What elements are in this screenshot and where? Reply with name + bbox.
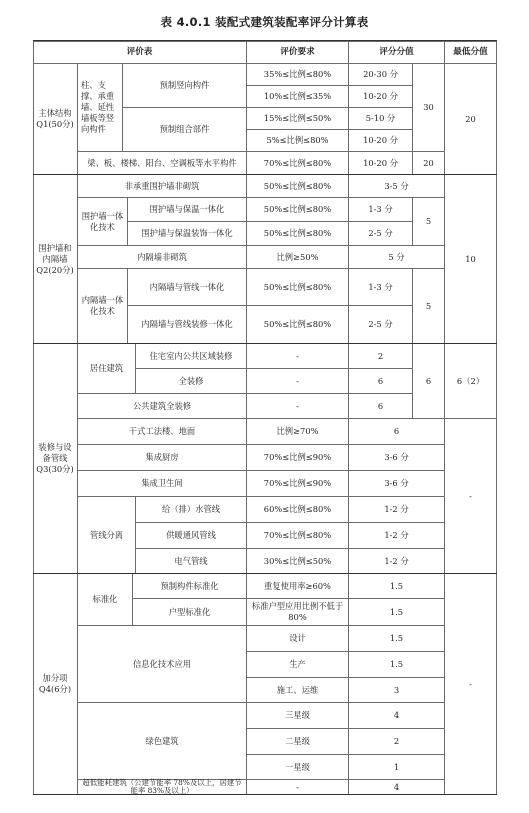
q4-info-req-1: 设计 [247, 626, 349, 652]
table-title: 表 4.0.1 装配式建筑装配率评分计算表 [160, 15, 369, 29]
q2-inner-group: 内隔墙一体化技术 [78, 269, 128, 344]
q2-wall-total: 5 [413, 198, 445, 246]
q3-pipe-req-2: 70%≤比例≤80% [247, 523, 349, 549]
q4-green-req-3: 一星级 [247, 755, 349, 780]
q4-std-item-1: 预制构件标准化 [133, 574, 247, 599]
q1-horizontal-item: 梁、板、楼梯、阳台、空调板等水平构件 [78, 152, 247, 175]
q2-inner-total: 5 [413, 269, 445, 344]
q3-res-score-1: 2 [349, 344, 413, 369]
q3-pipe-score-2: 1-2 分 [349, 523, 445, 549]
q2-inner-req-2: 50%≤比例≤80% [247, 306, 349, 344]
q2-wall-req-1: 50%≤比例≤80% [247, 198, 349, 222]
q3-kitchen-score: 3-6 分 [349, 445, 445, 471]
section-divider [33, 343, 497, 344]
q4-std-req-2: 标准户型应用比例不低于 80% [247, 599, 349, 626]
section-divider [33, 40, 497, 41]
q4-info-req-3: 施工、运维 [247, 678, 349, 703]
q4-low-energy-item: 超低能耗建筑（公建节能率 78%及以上，居建节能率 83%及以上） [78, 780, 247, 795]
q1-req-2: 10%≤比例≤35% [247, 86, 349, 108]
q3-res-item-1: 住宅室内公共区域装修 [136, 344, 247, 369]
q2-wall-score-1: 1-3 分 [349, 198, 413, 222]
q1-score-2: 10-20 分 [349, 86, 413, 108]
q1-vertical-total: 30 [413, 64, 445, 152]
q3-pipe-group: 管线分离 [78, 497, 136, 574]
q3-bath-score: 3-6 分 [349, 471, 445, 497]
q3-pipe-req-3: 30%≤比例≤50% [247, 549, 349, 574]
q2-category: 围护墙和内隔墙 Q2(20分) [33, 175, 78, 344]
q3-dry-item: 干式工法楼、地面 [78, 419, 247, 445]
q1-min-score: 20 [445, 64, 497, 175]
q4-info-score-3: 3 [349, 678, 445, 703]
q3-kitchen-item: 集成厨房 [78, 445, 247, 471]
q3-pipe-score-1: 1-2 分 [349, 497, 445, 523]
q2-inner-req-1: 50%≤比例≤80% [247, 269, 349, 306]
q3-pipe-req-1: 60%≤比例≤80% [247, 497, 349, 523]
q1-horizontal-req: 70%≤比例≤80% [247, 152, 349, 175]
q3-res-req-1: - [247, 344, 349, 369]
q2-inner-score-2: 2-5 分 [349, 306, 413, 344]
q1-item-precast-vertical: 预制竖向构件 [123, 64, 247, 108]
section-divider [33, 794, 497, 795]
q4-info-score-1: 1.5 [349, 626, 445, 652]
q4-info-item: 信息化技术应用 [78, 626, 247, 703]
q2-wall-group: 围护墙一体化技术 [78, 198, 128, 246]
q2-inner-score: 5 分 [349, 246, 445, 269]
header-cell-score: 评分分值 [349, 41, 445, 64]
q3-res-req-2: - [247, 369, 349, 394]
header-cell-evaluation: 评价表 [33, 41, 247, 64]
q1-item-precast-composite: 预制组合部件 [123, 108, 247, 152]
section-divider [33, 573, 497, 574]
q3-bath-item: 集成卫生间 [78, 471, 247, 497]
q3-pipe-item-1: 给（排）水管线 [136, 497, 247, 523]
q3-bath-req: 70%≤比例≤90% [247, 471, 349, 497]
q3-pipe-item-2: 供暖通风管线 [136, 523, 247, 549]
q2-wall-score-2: 2-5 分 [349, 222, 413, 246]
q2-wall-item-1: 围护墙与保温一体化 [128, 198, 247, 222]
q1-req-1: 35%≤比例≤80% [247, 64, 349, 86]
q3-public-item: 公共建筑全装修 [78, 394, 247, 419]
q2-wall-req-2: 50%≤比例≤80% [247, 222, 349, 246]
q1-score-4: 10-20 分 [349, 130, 413, 152]
q4-green-score-2: 2 [349, 729, 445, 755]
q1-horizontal-total: 20 [413, 152, 445, 175]
q3-pipe-score-3: 1-2 分 [349, 549, 445, 574]
q2-nonload-req: 50%≤比例≤80% [247, 175, 349, 198]
q2-inner-score-1: 1-3 分 [349, 269, 413, 306]
score-table [33, 41, 497, 795]
q1-category: 主体结构 Q1(50分) [33, 64, 78, 175]
q2-inner-item-1: 内隔墙与管线一体化 [128, 269, 247, 306]
q3-pipe-item-3: 电气管线 [136, 549, 247, 574]
q4-std-score-2: 1.5 [349, 599, 445, 626]
q4-green-score-1: 4 [349, 703, 445, 729]
section-divider [33, 174, 497, 175]
q3-public-score: 6 [349, 394, 413, 419]
q3-res-total: 6 [413, 344, 445, 419]
q2-wall-item-2: 围护墙与保温装饰一体化 [128, 222, 247, 246]
q2-min-score: 10 [445, 175, 497, 344]
q4-info-req-2: 生产 [247, 652, 349, 678]
q2-inner-item-2: 内隔墙与管线装修一体化 [128, 306, 247, 344]
q1-horizontal-score: 10-20 分 [349, 152, 413, 175]
header-cell-min-score: 最低分值 [445, 41, 497, 64]
q4-low-energy-score: 4 [349, 780, 445, 795]
q3-dry-req: 比例≥70% [247, 419, 349, 445]
q4-green-req-2: 二星级 [247, 729, 349, 755]
header-cell-requirement: 评价要求 [247, 41, 349, 64]
q4-info-score-2: 1.5 [349, 652, 445, 678]
q2-nonload-score: 3-5 分 [349, 175, 445, 198]
q3-dry-score: 6 [349, 419, 445, 445]
q3-res-score-2: 6 [349, 369, 413, 394]
q3-residential-group: 居住建筑 [78, 344, 136, 394]
q3-kitchen-req: 70%≤比例≤90% [247, 445, 349, 471]
q2-inner-req: 比例≥50% [247, 246, 349, 269]
q4-std-req-1: 重复使用率≥60% [247, 574, 349, 599]
q4-low-energy-req: - [247, 780, 349, 795]
q1-req-3: 15%≤比例≤50% [247, 108, 349, 130]
q4-min-score: - [445, 574, 497, 795]
q3-public-req: - [247, 394, 349, 419]
q1-vertical-group: 柱、支撑、承重墙、延性墙板等竖向构件 [78, 64, 123, 152]
q1-req-4: 5%≤比例≤80% [247, 130, 349, 152]
q2-inner-wall: 内隔墙非砌筑 [78, 246, 247, 269]
q4-category: 加分项 Q4(6分) [33, 574, 78, 795]
q1-score-3: 5-10 分 [349, 108, 413, 130]
q3-res-min: 6（2） [445, 344, 497, 419]
q3-res-item-2: 全装修 [136, 369, 247, 394]
q4-green-score-3: 1 [349, 755, 445, 780]
q1-score-1: 20-30 分 [349, 64, 413, 86]
q4-standard-group: 标准化 [78, 574, 133, 626]
q4-std-score-1: 1.5 [349, 574, 445, 599]
q3-category: 装修与设备管线 Q3(30分) [33, 344, 78, 574]
q3-min-score: - [445, 419, 497, 574]
q2-nonload-wall: 非承重围护墙非砌筑 [78, 175, 247, 198]
q4-std-item-2: 户型标准化 [133, 599, 247, 626]
q4-green-req-1: 三星级 [247, 703, 349, 729]
q4-green-item: 绿色建筑 [78, 703, 247, 780]
